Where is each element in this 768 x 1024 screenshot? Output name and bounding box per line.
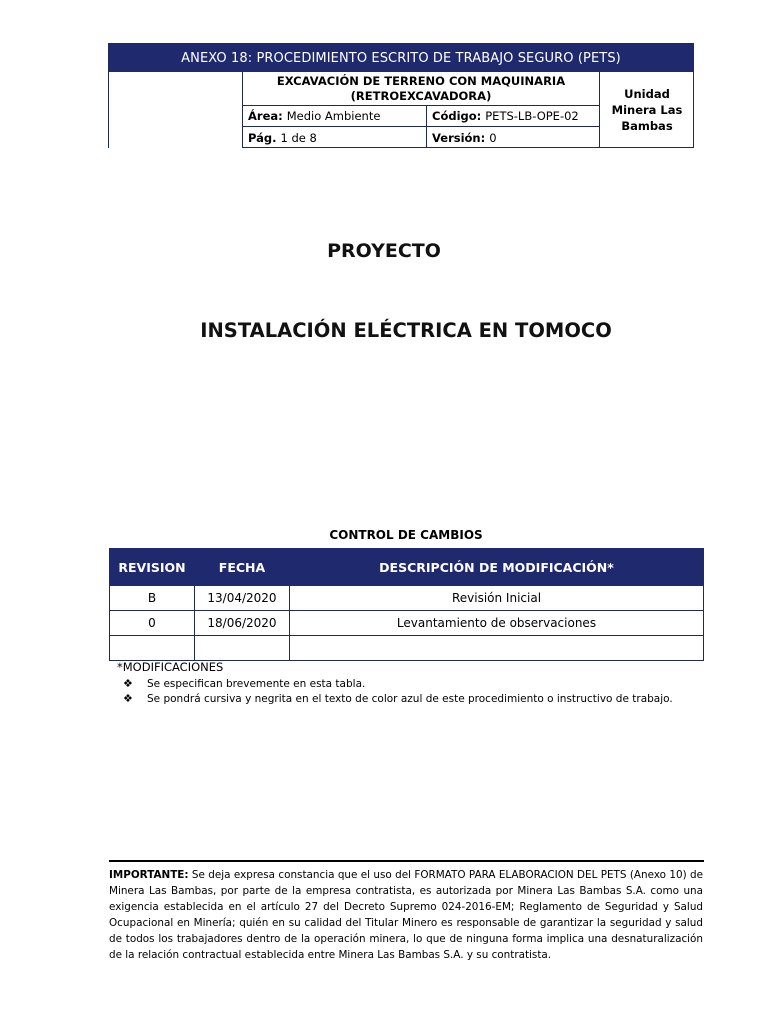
subtitle-line2: (RETROEXCAVADORA) bbox=[350, 89, 492, 103]
diamond-bullet-icon: ❖ bbox=[123, 677, 133, 690]
page-label: Pág. bbox=[248, 130, 277, 145]
table-cell: 18/06/2020 bbox=[195, 611, 290, 636]
footer-divider bbox=[109, 860, 704, 862]
column-header: FECHA bbox=[195, 549, 290, 586]
column-header: REVISION bbox=[110, 549, 195, 586]
table-row bbox=[110, 611, 704, 636]
list-item-text: Se pondrá cursiva y negrita en el texto de color azul de este procedimiento o instructivo de trabajo. bbox=[147, 692, 673, 705]
list-item bbox=[117, 691, 673, 706]
unit-name bbox=[599, 72, 694, 148]
change-control-table bbox=[109, 548, 704, 661]
footer-label: IMPORTANTE: bbox=[109, 869, 189, 881]
header-info bbox=[243, 72, 599, 148]
table-cell: B bbox=[110, 586, 195, 611]
header-subtitle bbox=[243, 72, 599, 106]
list-item bbox=[117, 676, 673, 691]
unit-line2: Minera Las bbox=[611, 103, 683, 117]
codigo-label: Código: bbox=[432, 109, 482, 123]
table-cell: 0 bbox=[110, 611, 195, 636]
version-value: 0 bbox=[489, 130, 497, 145]
area-value: Medio Ambiente bbox=[286, 109, 381, 123]
column-header: DESCRIPCIÓN DE MODIFICACIÓN* bbox=[290, 549, 704, 586]
modifications-notes bbox=[117, 660, 673, 706]
footer-notice bbox=[109, 867, 703, 963]
unit-line3: Bambas bbox=[621, 119, 673, 133]
modifications-heading: *MODIFICACIONES bbox=[117, 660, 224, 674]
unit-line1: Unidad bbox=[624, 87, 670, 101]
table-cell: 13/04/2020 bbox=[195, 586, 290, 611]
diamond-bullet-icon: ❖ bbox=[123, 692, 133, 705]
table-cell bbox=[195, 636, 290, 661]
version-label: Versión: bbox=[432, 130, 486, 145]
table-row bbox=[110, 586, 704, 611]
version-cell bbox=[427, 127, 599, 148]
project-label: PROYECTO bbox=[327, 240, 441, 262]
table-cell bbox=[110, 636, 195, 661]
change-control-title: CONTROL DE CAMBIOS bbox=[329, 528, 483, 542]
table-cell: Levantamiento de observaciones bbox=[290, 611, 704, 636]
subtitle-line1: EXCAVACIÓN DE TERRENO CON MAQUINARIA bbox=[276, 74, 566, 88]
document-header bbox=[108, 43, 694, 148]
logo-area bbox=[109, 72, 243, 148]
table-header-row bbox=[110, 549, 704, 586]
footer-text: Se deja expresa constancia que el uso del FORMATO PARA ELABORACION DEL PETS (Anexo 10) de Minera Las Bambas, por parte de la empresa contratista, es autorizada por Minera Las Bambas S.A. como una exigencia establecida en el artículo 27 del Decreto Supremo 024-2016-EM; Reglamento de Seguridad y Salud Ocupacional en Minería; quién en su calidad del Titular Minero es responsable de garantizar la seguridad y salud de todos los trabajadores dentro de la operación minera, lo que de ninguna forma implica una desnaturalización de la relación contractual establecida entre Minera Las Bambas S.A. y su contratista. bbox=[109, 869, 703, 961]
header-title: ANEXO 18: PROCEDIMIENTO ESCRITO DE TRABAJO SEGURO (PETS) bbox=[109, 44, 693, 72]
codigo-cell bbox=[427, 106, 599, 127]
table-cell: Revisión Inicial bbox=[290, 586, 704, 611]
page-cell bbox=[243, 127, 427, 148]
project-name: INSTALACIÓN ELÉCTRICA EN TOMOCO bbox=[200, 319, 612, 342]
codigo-value: PETS-LB-OPE-02 bbox=[485, 109, 579, 123]
list-item-text: Se especifican brevemente en esta tabla. bbox=[147, 677, 366, 690]
table-row bbox=[110, 636, 704, 661]
area-label: Área: bbox=[248, 109, 283, 123]
page-value: 1 de 8 bbox=[280, 130, 317, 145]
table-cell bbox=[290, 636, 704, 661]
area-cell bbox=[243, 106, 427, 127]
